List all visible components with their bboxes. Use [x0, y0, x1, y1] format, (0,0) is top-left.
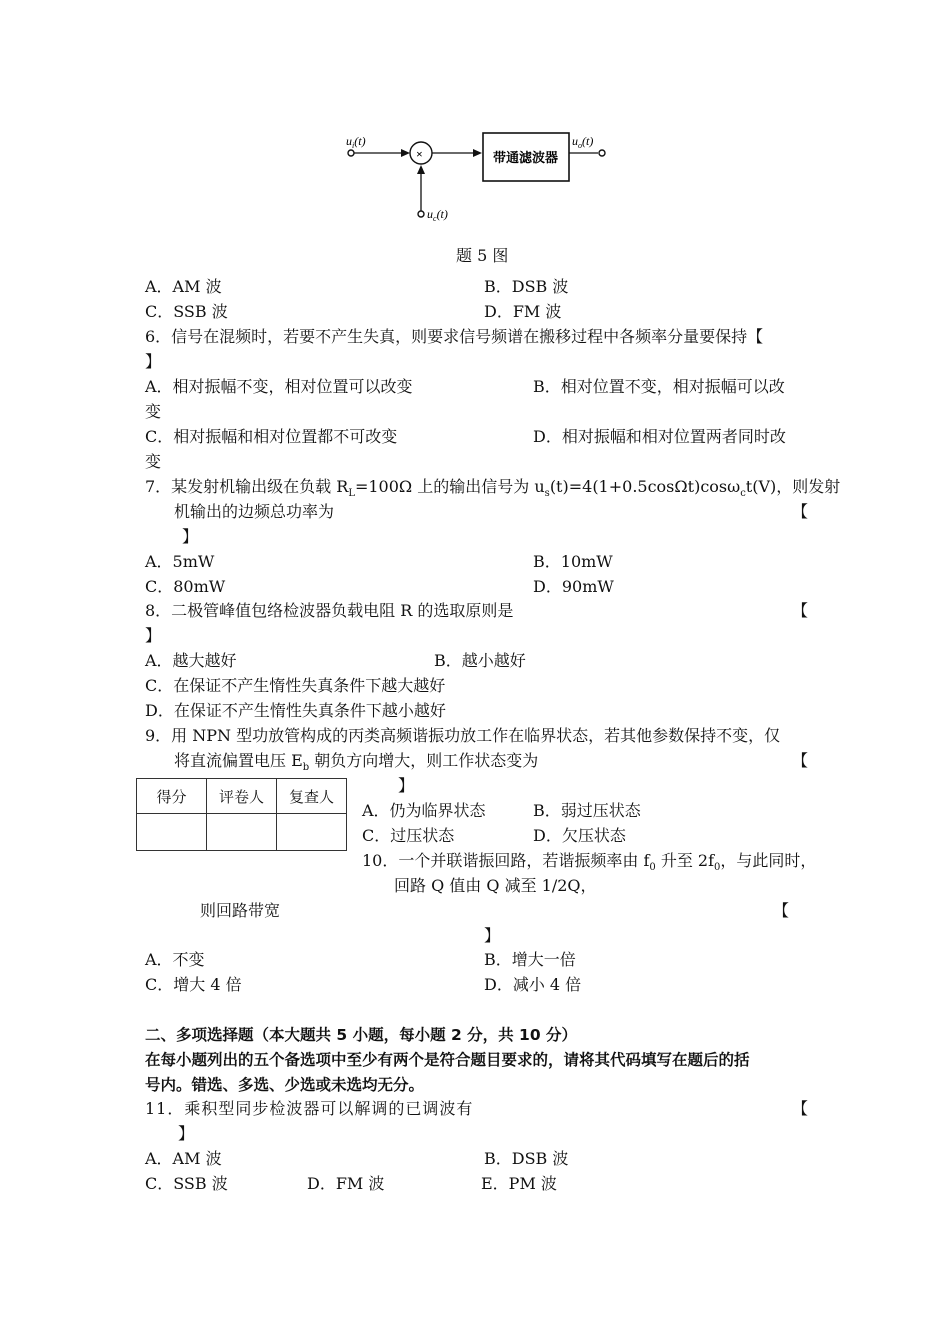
section2-instructions-line1: 在每小题列出的五个备选项中至少有两个是符合题目要求的，请将其代码填写在题后的括	[145, 1051, 750, 1069]
mixer-block-diagram	[330, 125, 630, 235]
q6-option-d: D．相对振幅和相对位置两者同时改	[533, 427, 786, 446]
q9-option-c: C．过压状态	[362, 826, 455, 845]
q6-option-b: B．相对位置不变，相对振幅可以改	[533, 377, 785, 396]
score-header: 得分	[137, 779, 207, 814]
q11-option-b: B．DSB 波	[484, 1149, 569, 1168]
q5-option-d: D．FM 波	[484, 302, 562, 321]
q8-open-bracket: 【	[792, 601, 809, 620]
q5-option-b: B．DSB 波	[484, 277, 569, 296]
q10-stem: 10．一个并联谐振回路，若谐振频率由 $f_0$ 升至 $2f_0$，与此同时，	[362, 851, 817, 874]
grader-header: 评卷人	[207, 779, 277, 814]
q10-option-a: A．不变	[145, 950, 205, 969]
q8-option-a: A．越大越好	[145, 651, 237, 670]
q5-option-c: C．SSB 波	[145, 302, 228, 321]
q9-open-bracket: 【	[792, 751, 809, 770]
grader-cell[interactable]	[207, 814, 277, 851]
score-table	[136, 778, 347, 851]
q8-option-b: B．越小越好	[434, 651, 526, 670]
q9-option-b: B．弱过压状态	[533, 801, 641, 820]
q11-option-e: E．PM 波	[481, 1174, 557, 1193]
q6-option-c: C．相对振幅和相对位置都不可改变	[145, 427, 398, 446]
q7-open-bracket: 【	[792, 502, 809, 521]
q8-stem: 8．二极管峰值包络检波器负载电阻 R 的选取原则是	[145, 601, 514, 620]
bandpass-filter-label: 带通滤波器	[493, 151, 559, 166]
q11-stem: 11．乘积型同步检波器可以解调的已调波有	[145, 1099, 474, 1118]
q7-option-d: D．90mW	[533, 577, 614, 596]
q7-option-b: B．10mW	[533, 552, 613, 571]
carrier-label: $u_c(t)$	[427, 207, 448, 223]
q9-option-a: A．仍为临界状态	[362, 801, 486, 820]
q7-stem: 7．某发射机输出级在负载 $R_L=100\Omega$ 上的输出信号为 $u_s(t)=4(1+0.5\cos\Omega t)\cos\omega_ct(V)$，则发射	[145, 477, 841, 500]
q9-option-d: D．欠压状态	[533, 826, 626, 845]
q5-option-a: A．AM 波	[145, 277, 222, 296]
q10-stem-line3: 则回路带宽	[200, 901, 281, 920]
q8-option-c: C．在保证不产生惰性失真条件下越大越好	[145, 676, 446, 695]
q10-option-d: D．减小 4 倍	[484, 975, 582, 994]
q10-option-c: C．增大 4 倍	[145, 975, 242, 994]
q7-option-a: A．5mW	[145, 552, 215, 571]
input-terminal	[348, 150, 354, 156]
q10-stem-line2: 回路 Q 值由 Q 减至 1/2Q，	[394, 876, 597, 895]
section2-instructions-line2: 号内。错选、多选、少选或未选均无分。	[145, 1076, 425, 1094]
q9-stem-line2: 将直流偏置电压 $E_b$ 朝负方向增大，则工作状态变为	[174, 751, 539, 774]
q6-close-bracket: 】	[145, 352, 162, 371]
output-terminal	[599, 150, 605, 156]
q10-option-b: B．增大一倍	[484, 950, 576, 969]
q11-option-a: A．AM 波	[145, 1149, 222, 1168]
q11-option-d: D．FM 波	[307, 1174, 385, 1193]
output-label: $u_o(t)$	[572, 134, 594, 150]
q11-close-bracket: 】	[178, 1124, 195, 1143]
q10-open-bracket: 【	[773, 901, 790, 920]
carrier-terminal	[418, 211, 424, 217]
q6-stem: 6．信号在混频时，若要不产生失真，则要求信号频谱在搬移过程中各频率分量要保持【	[145, 327, 764, 346]
reviewer-cell[interactable]	[277, 814, 347, 851]
input-label: $u_i(t)$	[346, 134, 366, 150]
q9-stem: 9．用 NPN 型功放管构成的丙类高频谐振功放工作在临界状态，若其他参数保持不变，仅	[145, 726, 781, 745]
q10-close-bracket: 】	[484, 926, 501, 945]
score-cell[interactable]	[137, 814, 207, 851]
q6-option-b-wrap: 变	[145, 402, 162, 421]
q11-option-c: C．SSB 波	[145, 1174, 228, 1193]
section2-title: 二、多项选择题（本大题共 5 小题，每小题 2 分，共 10 分）	[145, 1026, 578, 1044]
q11-open-bracket: 【	[792, 1099, 809, 1118]
q6-option-a: A．相对振幅不变，相对位置可以改变	[145, 377, 413, 396]
q7-stem-line2: 机输出的边频总功率为	[174, 502, 335, 521]
q7-close-bracket: 】	[182, 527, 199, 546]
q6-option-d-wrap: 变	[145, 452, 162, 471]
reviewer-header: 复查人	[277, 779, 347, 814]
q8-close-bracket: 】	[145, 626, 162, 645]
q7-option-c: C．80mW	[145, 577, 226, 596]
multiplier-symbol: ×	[416, 147, 423, 161]
q8-option-d: D．在保证不产生惰性失真条件下越小越好	[145, 701, 446, 720]
figure-caption: 题 5 图	[456, 246, 509, 265]
q9-close-bracket: 】	[398, 776, 415, 795]
